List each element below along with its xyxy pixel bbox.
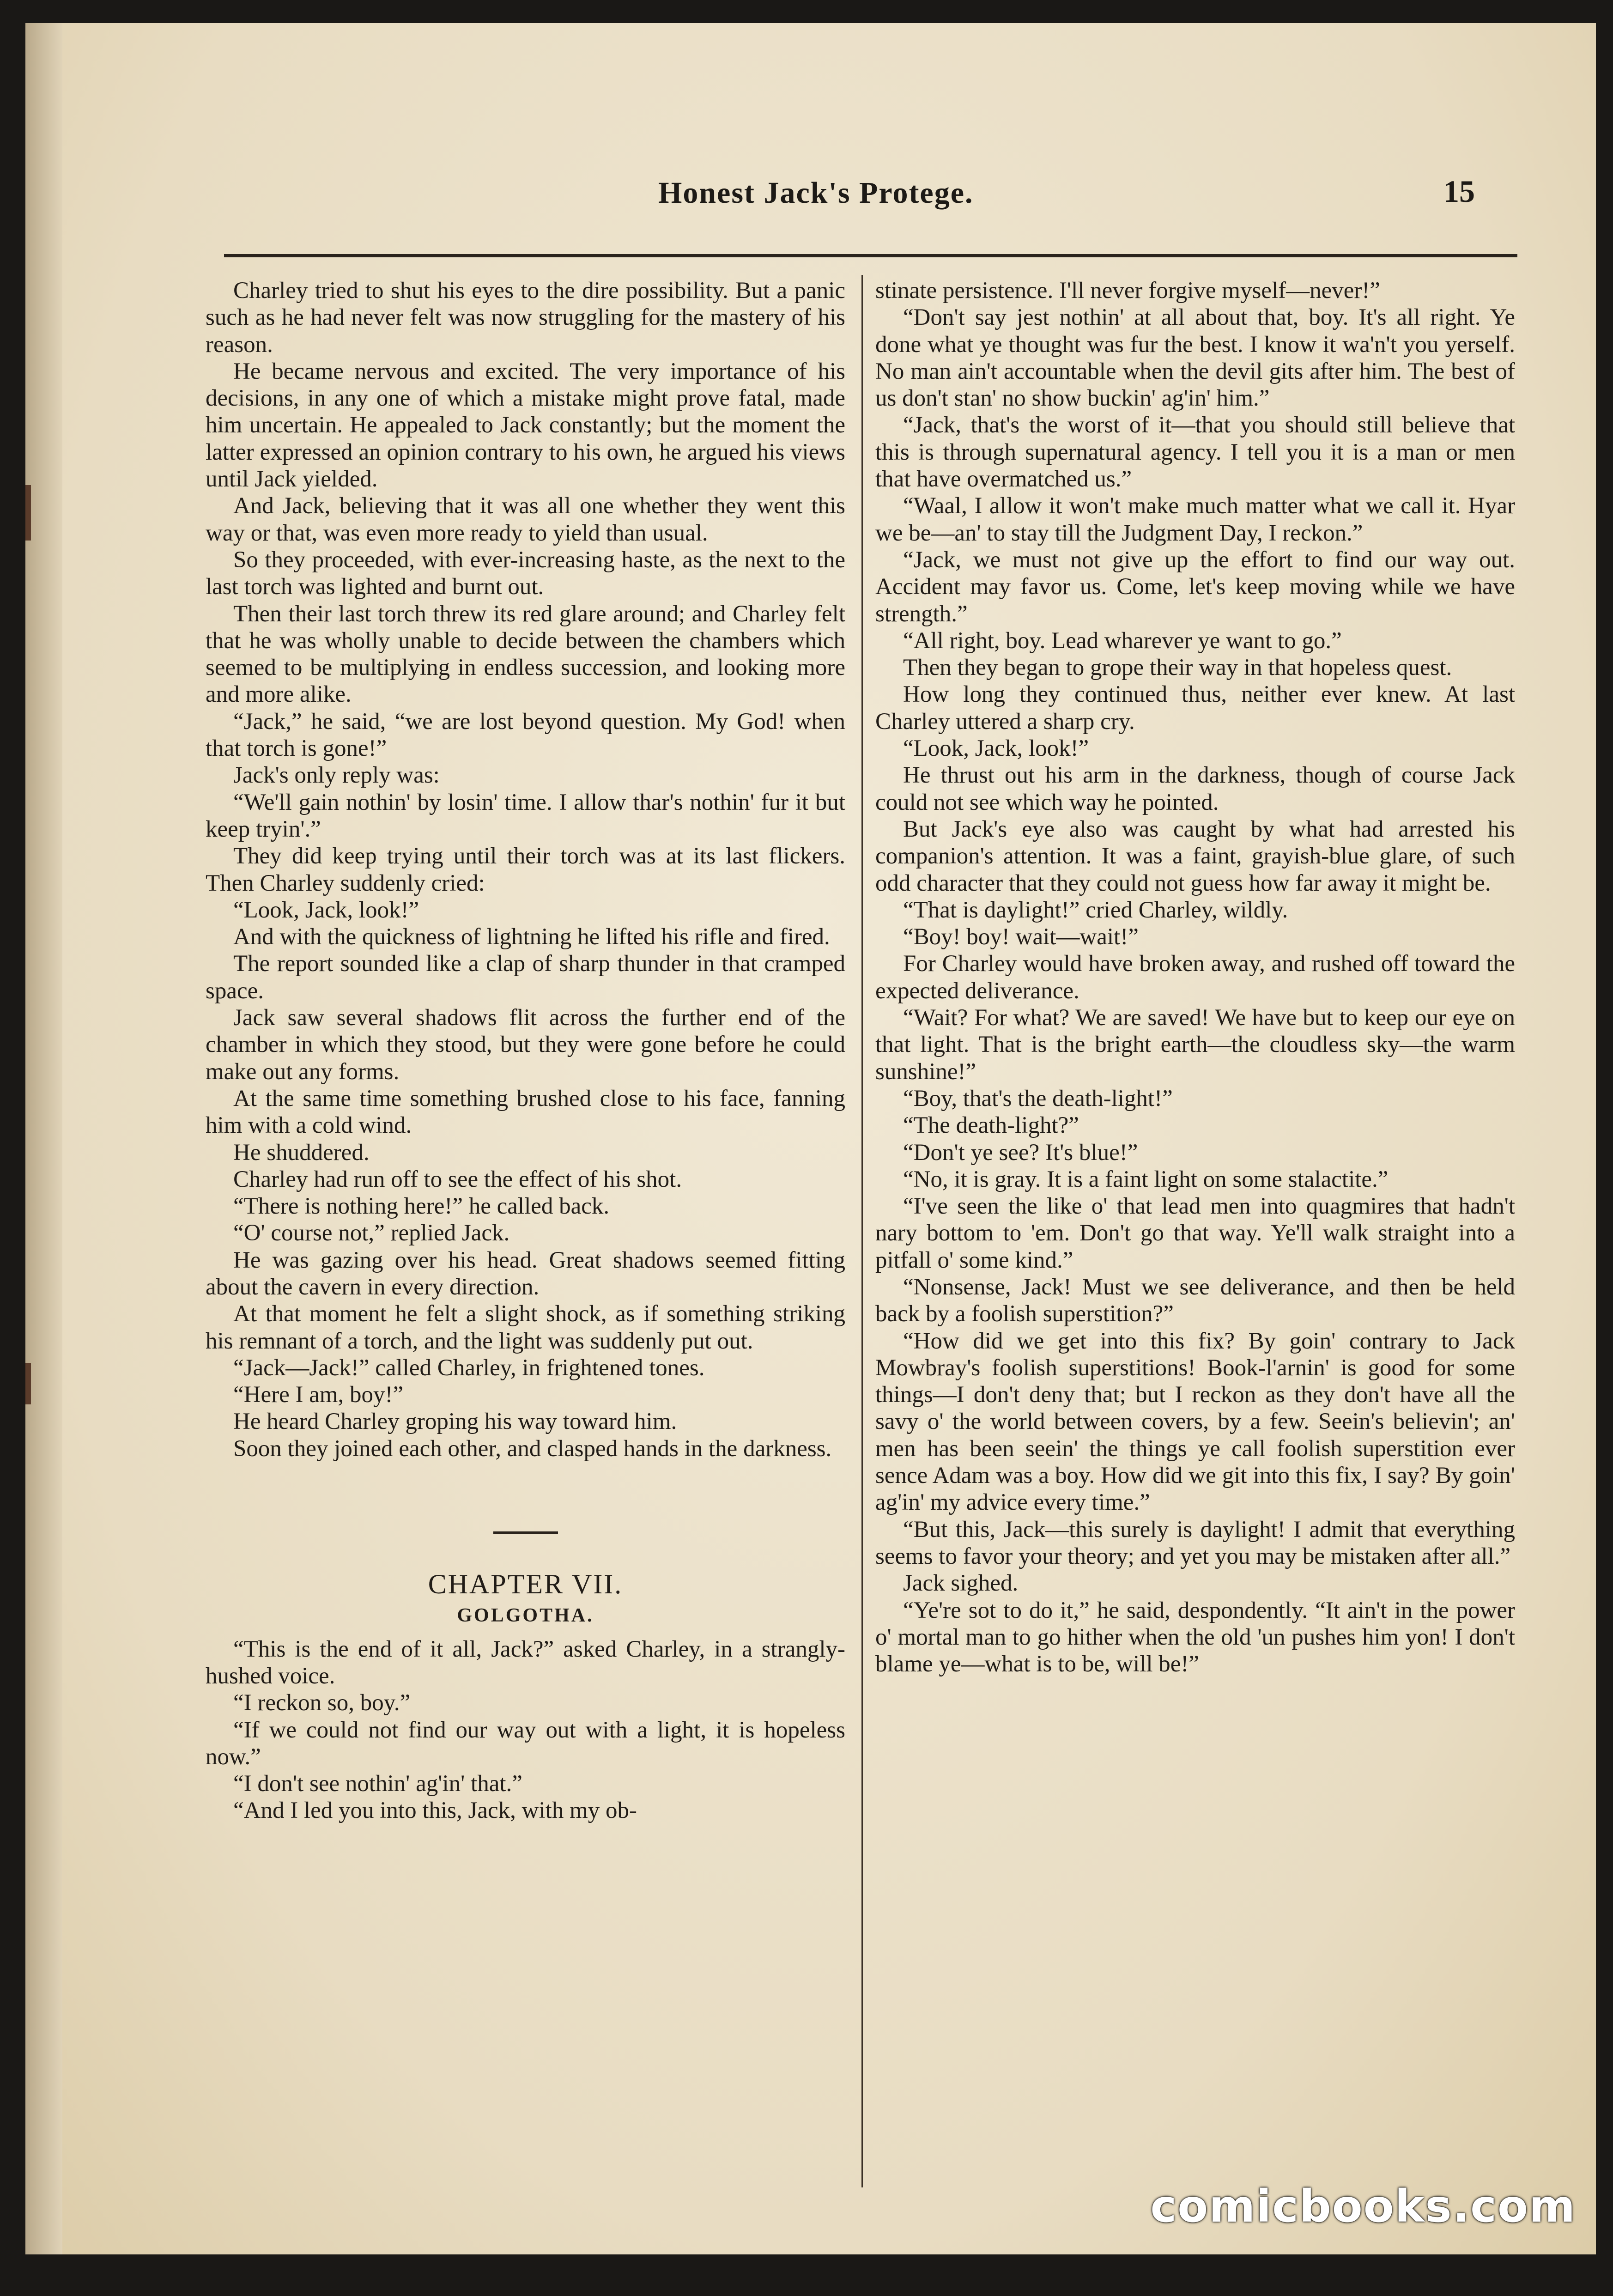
paragraph: “Boy, that's the death-light!” (903, 1085, 1173, 1112)
paragraph: “But this, Jack—this surely is daylight! I admit that everything seems to favor your theory; and yet you may be mistaken after all.” (875, 1516, 1515, 1569)
paragraph: “Wait? For what? We are saved! We have but to keep our eye on that light. That is the bright earth—the cloudless sky—the warm sunshine!” (875, 1005, 1515, 1085)
paragraph: “The death-light?” (903, 1112, 1079, 1139)
paragraph: And Jack, believing that it was all one whether they went this way or that, was even more ready to yield than usual. (206, 493, 845, 546)
paragraph: How long they continued thus, neither ever knew. At last Charley uttered a sharp cry. (875, 681, 1515, 735)
column-divider (861, 275, 863, 2187)
running-head: Honest Jack's Protege. (658, 176, 974, 210)
paragraph: He thrust out his arm in the darkness, though of course Jack could not see which way he pointed. (875, 762, 1515, 815)
paragraph: He heard Charley groping his way toward him. (233, 1409, 677, 1435)
paragraph: “How did we get into this fix? By goin' contrary to Jack Mowbray's foolish superstitions! Book-l'arnin' is good for some things—I don't deny that; but I reckon as they don't have all the savy o' the world between covers, by a few. Seein's believin'; an' men has been seein' the things ye call foolish superstition ever sence Adam was a boy. How did we git into this fix, I say? By goin' ag'in' my advice every time.” (875, 1328, 1515, 1516)
magazine-page (25, 23, 1596, 2254)
paragraph: Jack's only reply was: (233, 762, 440, 789)
paragraph: “Here I am, boy!” (233, 1382, 404, 1408)
paragraph: Charley tried to shut his eyes to the dire possibility. But a panic such as he had never felt was now struggling for the mastery of his reason. (206, 278, 845, 358)
page-number: 15 (1443, 174, 1475, 209)
section-divider (493, 1531, 558, 1534)
paragraph: “This is the end of it all, Jack?” asked Charley, in a strangly-hushed voice. (206, 1636, 845, 1689)
paragraph: The report sounded like a clap of sharp thunder in that cramped space. (206, 951, 845, 1004)
left-column (206, 277, 845, 1824)
paragraph: “Nonsense, Jack! Must we see deliverance, and then be held back by a foolish superstition?” (875, 1274, 1515, 1327)
paragraph: stinate persistence. I'll never forgive myself—never!” (875, 278, 1380, 304)
paragraph: “Jack,” he said, “we are lost beyond question. My God! when that torch is gone!” (206, 708, 845, 762)
paragraph: He was gazing over his head. Great shadows seemed fitting about the cavern in every direction. (206, 1247, 845, 1300)
paragraph: “O' course not,” replied Jack. (233, 1220, 510, 1246)
paragraph: Charley had run off to see the effect of his shot. (233, 1166, 682, 1192)
paragraph: At that moment he felt a slight shock, as if something striking his remnant of a torch, and the light was suddenly put out. (206, 1301, 845, 1354)
paragraph: “Boy! boy! wait—wait!” (903, 924, 1139, 950)
paragraph: “I reckon so, boy.” (233, 1690, 411, 1716)
chapter-title: CHAPTER VII. (428, 1569, 623, 1600)
paragraph: “No, it is gray. It is a faint light on some stalactite.” (903, 1166, 1389, 1192)
paragraph: “That is daylight!” cried Charley, wildly. (903, 897, 1288, 923)
paragraph: “If we could not find our way out with a light, it is hopeless now.” (206, 1717, 845, 1770)
paragraph: “Jack—Jack!” called Charley, in frightened tones. (233, 1355, 705, 1381)
paragraph: Jack saw several shadows flit across the further end of the chamber in which they stood, but they were gone before he could make out any forms. (206, 1005, 845, 1085)
paragraph: “I don't see nothin' ag'in' that.” (233, 1771, 522, 1797)
chapter-subtitle: GOLGOTHA. (457, 1605, 594, 1627)
paragraph: Then they began to grope their way in that hopeless quest. (903, 655, 1452, 681)
paragraph: Soon they joined each other, and clasped hands in the darkness. (233, 1435, 832, 1462)
paragraph: “There is nothing here!” he called back. (233, 1193, 610, 1220)
paragraph: “Ye're sot to do it,” he said, despondently. “It ain't in the power o' mortal man to go hither when the old 'un pushes him yon! I don't blame ye—what is to be, will be!” (875, 1597, 1515, 1677)
paragraph: “We'll gain nothin' by losin' time. I allow thar's nothin' fur it but keep tryin'.” (206, 789, 845, 842)
paragraph: They did keep trying until their torch was at its last flickers. Then Charley suddenly cried: (206, 843, 845, 896)
spine-stain (25, 485, 31, 541)
paragraph: And with the quickness of lightning he lifted his rifle and fired. (233, 924, 830, 950)
paragraph: “Look, Jack, look!” (903, 735, 1089, 762)
paragraph: For Charley would have broken away, and rushed off toward the expected deliverance. (875, 951, 1515, 1004)
paragraph: But Jack's eye also was caught by what had arrested his companion's attention. It was a faint, grayish-blue glare, of such odd character that they could not guess how far away it might be. (875, 816, 1515, 896)
paragraph: He shuddered. (233, 1139, 370, 1166)
paragraph: “I've seen the like o' that lead men into quagmires that hadn't nary bottom to 'em. Don't go that way. Ye'll walk straight into a pitfall o' some kind.” (875, 1193, 1515, 1273)
paragraph: “Look, Jack, look!” (233, 897, 419, 923)
paragraph: “Jack, that's the worst of it—that you should still believe that this is through supernatural agency. I tell you it is a man or men that have overmatched us.” (875, 412, 1515, 492)
right-column (875, 277, 1515, 1677)
spine-stain (25, 1363, 31, 1404)
paragraph: So they proceeded, with ever-increasing haste, as the next to the last torch was lighted and burnt out. (206, 547, 845, 600)
paragraph: At the same time something brushed close to his face, fanning him with a cold wind. (206, 1085, 845, 1139)
site-watermark: comicbooks.com (1150, 2181, 1576, 2232)
paragraph: “Don't say jest nothin' at all about that, boy. It's all right. Ye done what ye thought was fur the best. I know it wa'n't you yerself. No man ain't accountable when the devil gits after him. The best of us don't stan' no show buckin' ag'in' him.” (875, 304, 1515, 412)
paragraph: “All right, boy. Lead wharever ye want to go.” (903, 627, 1342, 654)
paragraph: He became nervous and excited. The very importance of his decisions, in any one of which a mistake might prove fatal, made him uncertain. He appealed to Jack constantly; but the moment the latter expressed an opinion contrary to his own, he argued his views until Jack yielded. (206, 358, 845, 492)
paragraph: Then their last torch threw its red glare around; and Charley felt that he was wholly unable to decide between the chambers which seemed to be multiplying in endless succession, and looking more and more alike. (206, 601, 845, 708)
paragraph: Jack sighed. (903, 1570, 1019, 1597)
header-rule (224, 254, 1517, 257)
paragraph: “Don't ye see? It's blue!” (903, 1139, 1138, 1166)
binding-gutter (25, 23, 62, 2254)
paragraph: “Jack, we must not give up the effort to find our way out. Accident may favor us. Come, let's keep moving while we have strength.” (875, 547, 1515, 627)
paragraph: “Waal, I allow it won't make much matter what we call it. Hyar we be—an' to stay till the Judgment Day, I reckon.” (875, 493, 1515, 546)
paragraph: “And I led you into this, Jack, with my ob- (233, 1798, 637, 1824)
